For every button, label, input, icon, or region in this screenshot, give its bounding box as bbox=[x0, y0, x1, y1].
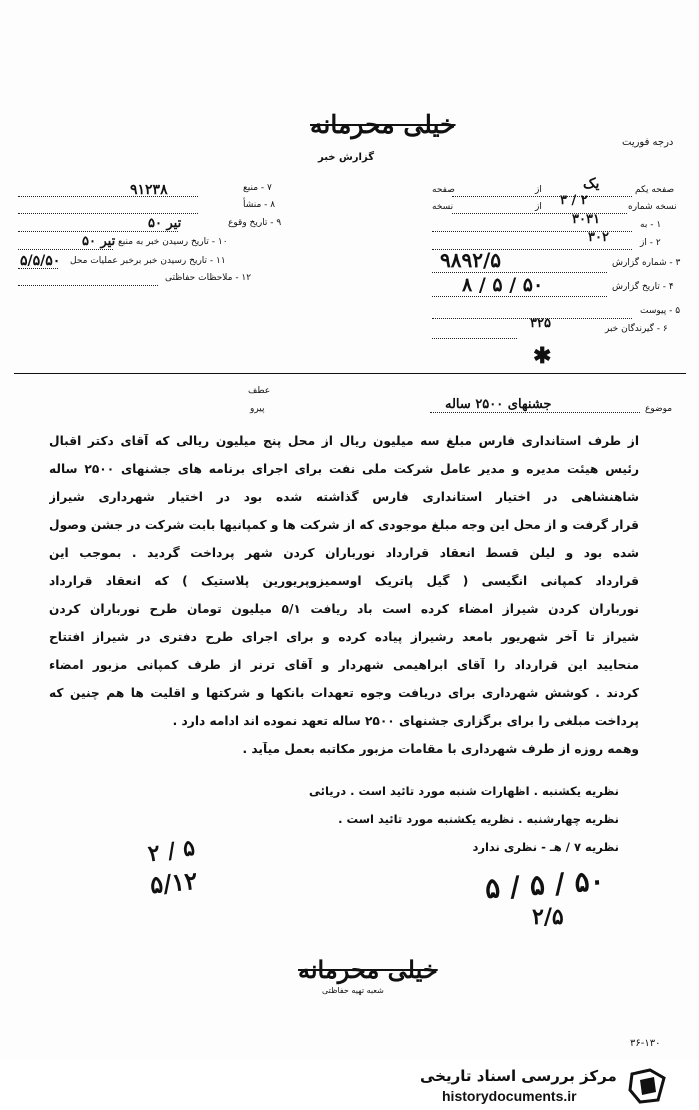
report-type: گزارش خبر bbox=[318, 152, 375, 163]
right-field-value: یک bbox=[583, 176, 600, 192]
left-field-label: ۹ - تاریخ وقوع bbox=[228, 218, 282, 228]
body-line: قرارداد کمپانی انگیسی ( گیل پاتریک اوسمیزوپریورین پلاستیک ) که انعقاد قرارداد bbox=[49, 574, 639, 588]
left-field-label: ۱۲ - ملاحظات حفاظتی bbox=[165, 273, 252, 283]
handwritten-note-left: ۲ / ۵ bbox=[146, 834, 197, 868]
footer-stamp-caption: شعبه تهیه حفاظتی bbox=[322, 986, 384, 995]
right-field-label: نسخه شماره bbox=[628, 202, 677, 212]
right-field-label: صفحه یکم bbox=[635, 185, 675, 195]
margin-note-1: عطف bbox=[248, 386, 271, 396]
left-field-label: ۱۱ - تاریخ رسیدن خبر برخبر عملیات محل bbox=[70, 256, 226, 266]
body-line: شده بود و لیلن قسط انعقاد قرارداد نورباران کردن شهر پرداخت گردید . بموجب این bbox=[49, 546, 639, 560]
right-field-label: ۱ - به bbox=[640, 220, 662, 230]
body-line: وهمه روزه از طرف شهرداری با مقامات مزبور مکاتبه بعمل میآید . bbox=[242, 742, 639, 756]
left-field-label: ۸ - منشأ bbox=[243, 200, 276, 210]
right-field-middle: از bbox=[535, 185, 542, 195]
body-line: نورباران کردن شیراز امضاء کرده است باد ریافت ۵/۱ میلیون تومان طرح نورباران کردن bbox=[49, 602, 639, 616]
asterisk-mark: ✱ bbox=[533, 343, 552, 369]
right-field-value: ۹۸۹۲/۵ bbox=[440, 248, 502, 272]
right-field-value: ۳۰۲ bbox=[588, 230, 609, 245]
priority-label: درجه فوریت bbox=[622, 137, 674, 148]
body-line: پرداخت مبلغی را برای برگزاری جشنهای ۲۵۰۰ ساله تعهد نموده اند ادامه دارد . bbox=[172, 714, 639, 728]
right-field-value: ۳ / ۲ bbox=[560, 193, 588, 208]
handwritten-note-right-2: ۲/۵ bbox=[532, 904, 564, 930]
right-field-label: ۲ - از bbox=[640, 238, 661, 248]
document-number: ۳۶-۱۳۰ bbox=[630, 1038, 661, 1049]
right-field-suffix: صفحه bbox=[432, 185, 455, 195]
left-field-label: ۱۰ - تاریخ رسیدن خبر به منبع bbox=[118, 237, 228, 247]
opinion-line: نظریه چهارشنبه . نظریه یکشنبه مورد تائید است . bbox=[338, 812, 619, 826]
body-line: رئیس هیئت مدیره و مدیر عامل شرکت ملی نفت برای اجرای برنامه های جشنهای ۲۵۰۰ ساله bbox=[49, 462, 639, 476]
archive-logo-icon bbox=[628, 1068, 668, 1104]
subject-label: موضوع bbox=[645, 404, 673, 414]
body-line: منحایید این قرارداد را آقای ابراهیمی شهردار و آقای ترنر از طرف کمپانی مزبور امضاء bbox=[49, 658, 639, 672]
body-line: شاهنشاهی در اختیار استانداری فارس گذاشته شده بود در اختیار شهرداری شیراز bbox=[49, 490, 639, 504]
left-field-value: ۵۰ تیر bbox=[148, 216, 182, 231]
classification-stamp: خیلی محرمانه bbox=[310, 110, 456, 139]
subject-text: جشنهای ۲۵۰۰ ساله bbox=[445, 397, 552, 412]
body-line: قرار گرفت و از محل این وجه مبلغ موجودی که از شرکت ها و کمپانیها بابت شرکت در جشن وصول bbox=[49, 518, 639, 532]
left-field-value: ۵/۵/۵۰ bbox=[20, 253, 61, 269]
watermark-name: مرکز بررسی اسناد تاریخی bbox=[420, 1067, 617, 1085]
right-field-suffix: نسخه bbox=[432, 202, 454, 212]
opinion-line: نظریه ۷ / هـ - نظری ندارد bbox=[472, 840, 619, 854]
watermark-url: historydocuments.ir bbox=[442, 1088, 577, 1104]
right-field-label: ۳ - شماره گزارش bbox=[612, 258, 681, 268]
right-field-value: ۳۰۳۱ bbox=[572, 212, 600, 227]
left-field-value: ۵۰ تیر bbox=[82, 234, 116, 249]
handwritten-note-left-2: ۵/۱۲ bbox=[148, 865, 199, 900]
watermark-footer bbox=[0, 1060, 699, 1110]
left-field-value: ۹۱۲۳۸ bbox=[130, 182, 168, 198]
right-field-label: ۶ - گیرندگان خبر bbox=[605, 324, 668, 334]
margin-note-2: پیرو bbox=[250, 404, 265, 414]
right-field-value: ۳۲۵ bbox=[530, 316, 551, 331]
left-field-label: ۷ - منبع bbox=[243, 183, 272, 193]
body-line: از طرف استانداری فارس مبلغ سه میلیون ریال از محل پنج میلیون ریالی که آقای دکتر اقبال bbox=[49, 434, 639, 448]
right-field-label: ۵ - پیوست bbox=[640, 306, 681, 316]
body-line: کردند . کوشش شهرداری برای دریافت وجوه تعهدات بانکها و شرکتها و اقلیت ها هم چنین که bbox=[49, 686, 639, 700]
opinion-line: نظریه یکشنبه . اظهارات شنبه مورد تائید است . دریائی bbox=[309, 784, 619, 798]
handwritten-note-right: ۵ / ۵ / ۵۰ bbox=[483, 863, 606, 906]
right-field-value: ۸ / ۵ / ۵۰ bbox=[462, 274, 544, 296]
right-field-middle: از bbox=[535, 202, 542, 212]
right-field-label: ۴ - تاریخ گزارش bbox=[612, 282, 674, 292]
body-line: شیراز تا آخر شهریور بامعد رشیراز پیاده کرده و برای اجرای طرح دفتری در شیراز افتتاح bbox=[49, 630, 639, 644]
header-divider bbox=[14, 373, 686, 374]
footer-classification-stamp: خیلی محرمانه bbox=[298, 955, 438, 984]
